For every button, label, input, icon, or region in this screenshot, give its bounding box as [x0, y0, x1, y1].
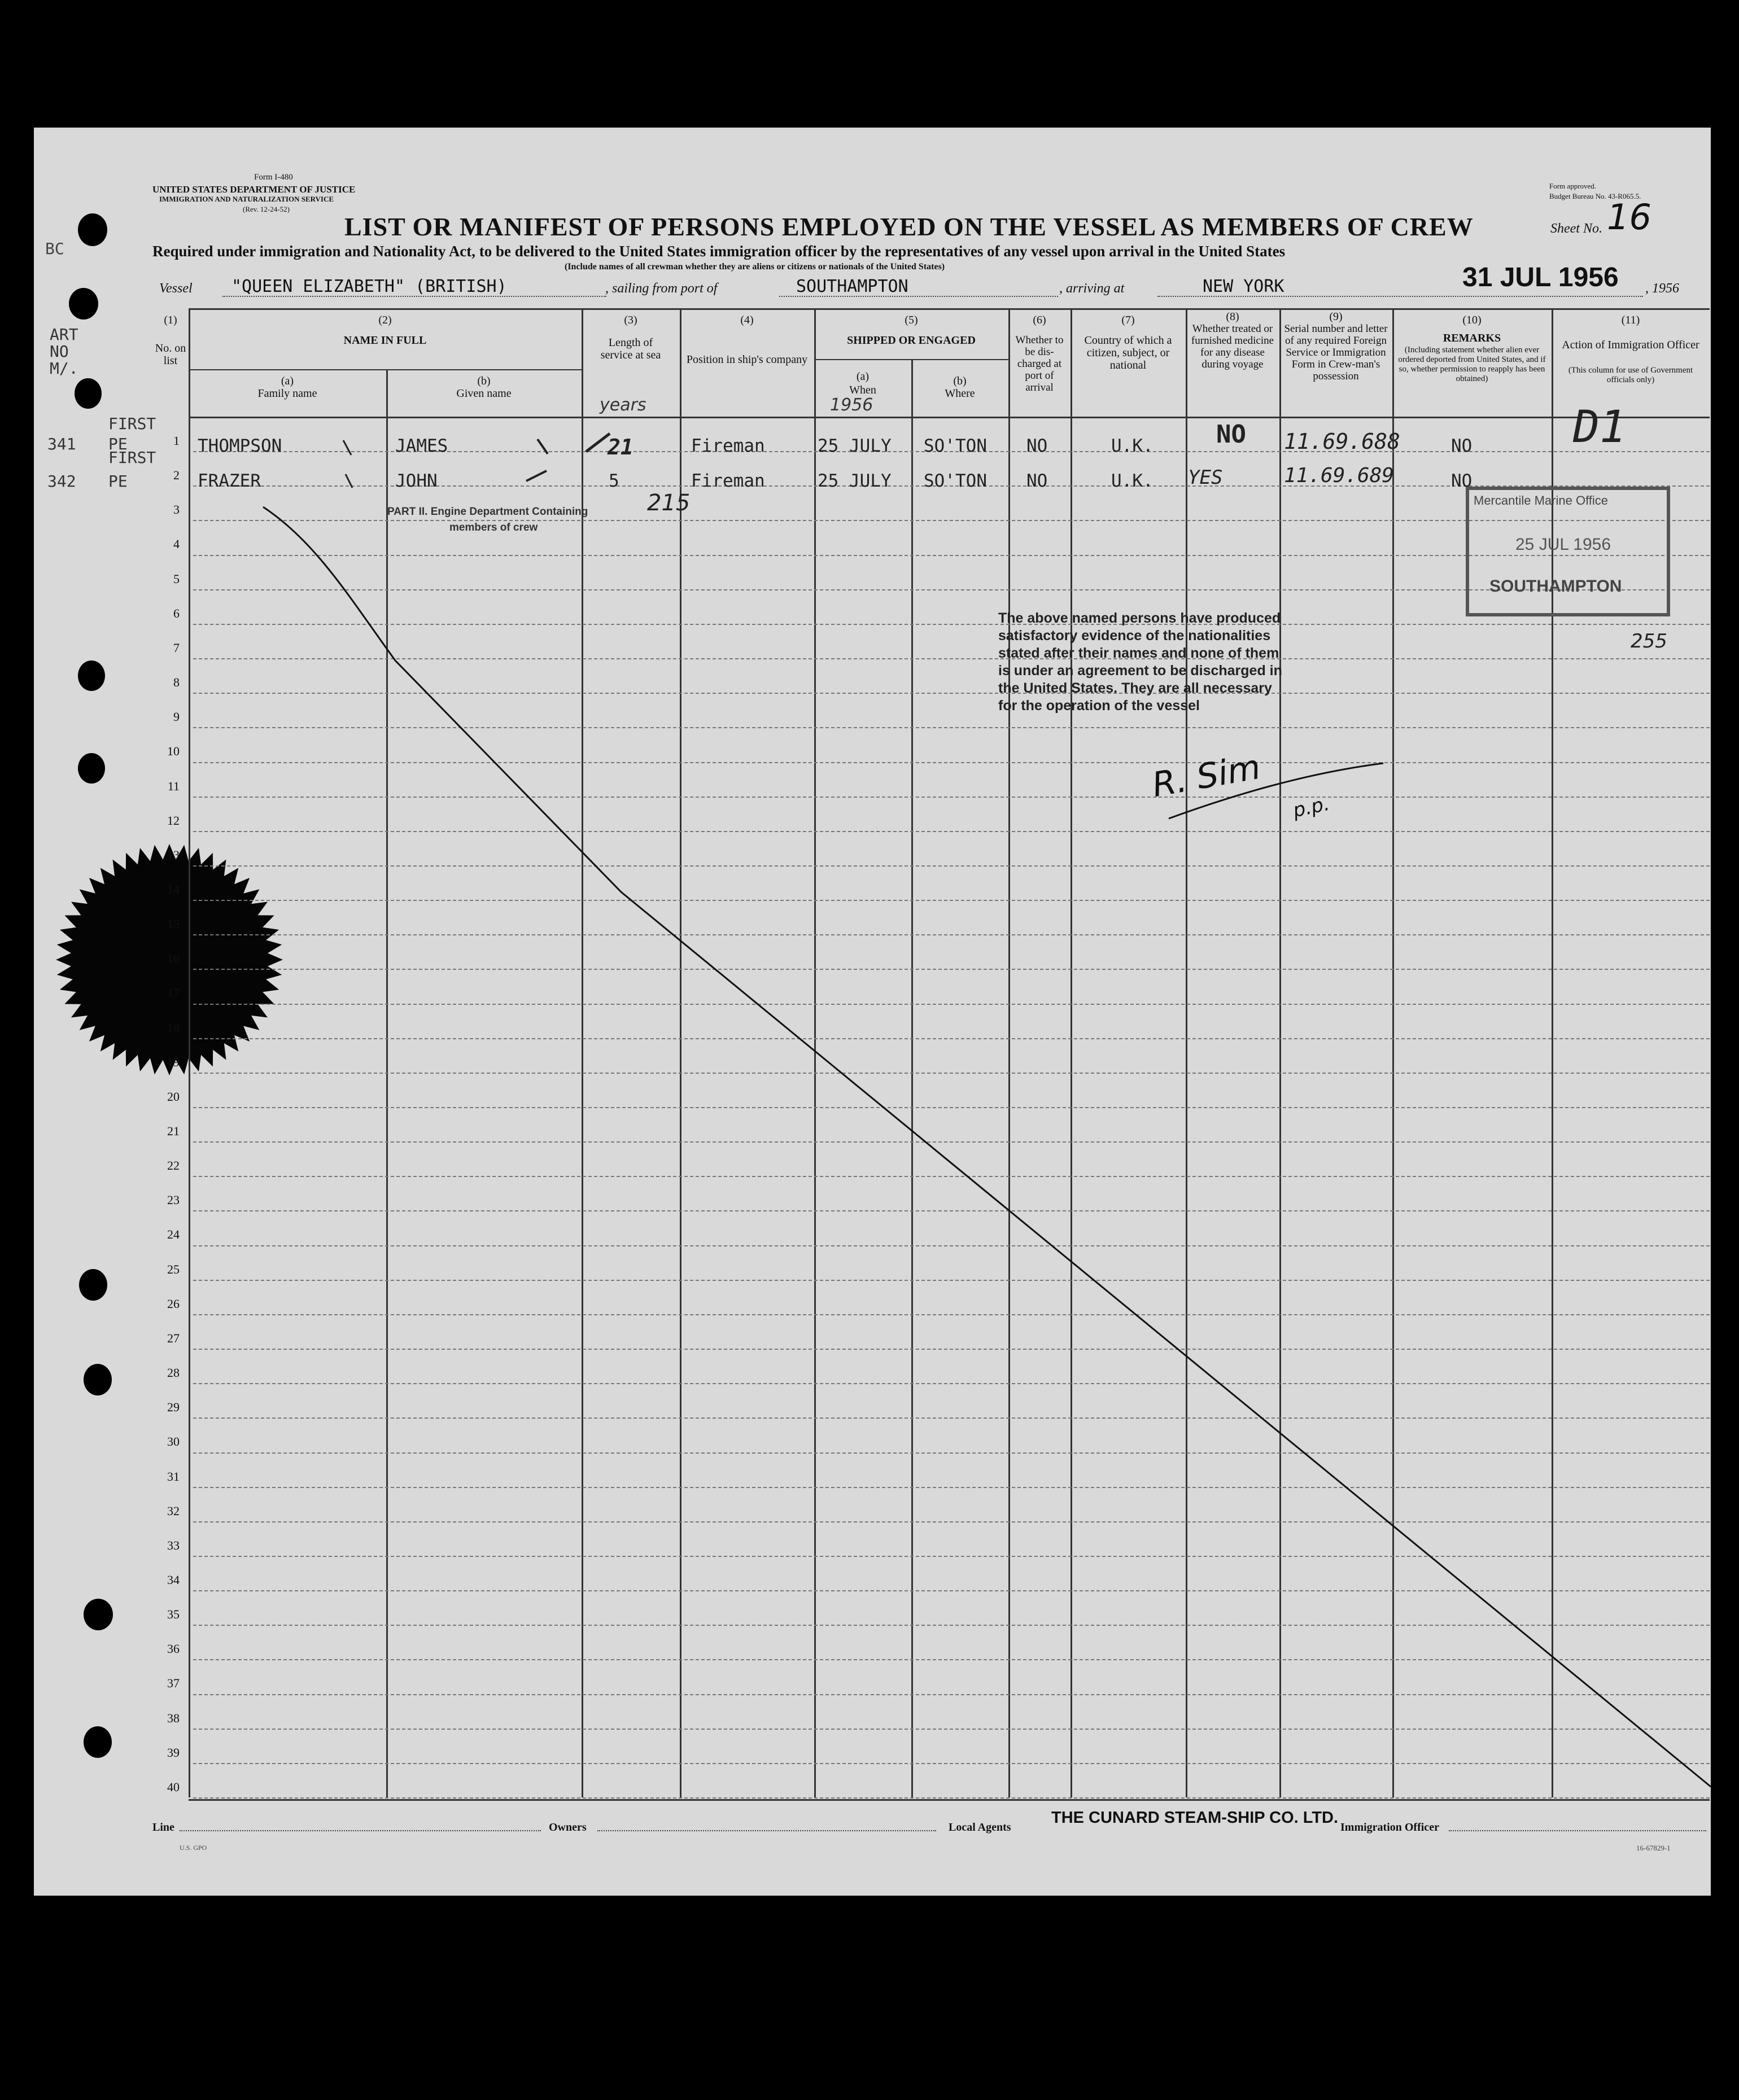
- row-number: 31: [167, 1469, 180, 1484]
- row-number: 34: [167, 1573, 180, 1587]
- immigration-action: D1: [1573, 402, 1626, 453]
- col-shipped-label: SHIPPED OR ENGAGED: [847, 334, 976, 347]
- col-shipped-number: (5): [905, 314, 918, 326]
- row-number: 27: [167, 1331, 180, 1345]
- position: Fireman: [691, 471, 765, 491]
- arriving-label: , arriving at: [1059, 281, 1125, 296]
- department-name: UNITED STATES DEPARTMENT OF JUSTICE: [152, 184, 356, 195]
- row-number: 21: [167, 1124, 180, 1138]
- col-family-label: Family name: [257, 387, 317, 400]
- margin-art-number: 342: [47, 472, 76, 491]
- signature-suffix: p.p.: [1291, 792, 1332, 823]
- row-number: 19: [167, 1055, 180, 1069]
- col-name-label: NAME IN FULL: [343, 334, 427, 347]
- col-when-label: When: [849, 384, 876, 396]
- arriving-port: NEW YORK: [1203, 277, 1284, 296]
- col-where-label: Where: [945, 387, 975, 400]
- col-treated-label: Whether treated or furnished medicine for any disease during voyage: [1191, 323, 1274, 370]
- col-where-number: (b): [953, 375, 967, 387]
- sailing-port: SOUTHAMPTON: [796, 277, 908, 296]
- col-remarks-note: (Including statement whether alien ever ordered deported from United States, and if so, whether permission to reapply has been obtained): [1398, 345, 1546, 383]
- remarks: NO: [1451, 436, 1473, 456]
- row-number: 7: [173, 641, 180, 655]
- sheet-number: 16: [1607, 196, 1651, 238]
- row-number: 6: [173, 606, 180, 620]
- col-serial-label: Serial number and letter of any required Foreign Service or Immigration Form in Crew-man's possession: [1284, 323, 1388, 382]
- form-number: Form I-480: [254, 173, 293, 182]
- part-stamp-line1: PART II. Engine Department Containing: [387, 506, 588, 518]
- col-position-number: (4): [740, 314, 754, 326]
- form-approved: Form approved.: [1549, 182, 1597, 190]
- row-number: 18: [167, 1021, 180, 1035]
- row-number: 26: [167, 1297, 180, 1311]
- col-given-label: Given name: [456, 387, 512, 400]
- declaration-stamp: The above named persons have produced satisfactory evidence of the nationalities stated after their names and none of them is under an agreement to be discharged in the United States. They are all necessary for the operation of the vessel: [998, 610, 1282, 714]
- part-stamp-line2: members of crew: [449, 522, 538, 533]
- col-position-label: Position in ship's company: [686, 353, 808, 366]
- row-number: 30: [167, 1434, 180, 1449]
- row-number: 17: [167, 986, 180, 1000]
- col-country-number: (7): [1121, 314, 1135, 326]
- row-number: 14: [167, 882, 180, 896]
- row-number: 28: [167, 1366, 180, 1380]
- col-service-label: Length of service at sea: [600, 336, 661, 361]
- footer-code-left: U.S. GPO: [180, 1844, 207, 1852]
- country: U.K.: [1111, 436, 1153, 456]
- family-name: THOMPSON: [198, 436, 282, 456]
- col-remarks-label: REMARKS: [1443, 332, 1501, 344]
- row-number: 20: [167, 1090, 180, 1104]
- margin-first: FIRST: [108, 448, 156, 467]
- family-name: FRAZER: [198, 471, 261, 491]
- row-number: 9: [173, 710, 180, 724]
- col-name-number: (2): [378, 314, 392, 326]
- serial-number: 11.69.689: [1284, 464, 1395, 487]
- row-number: 4: [173, 537, 180, 551]
- col-family-number: (a): [281, 375, 294, 387]
- col-action-label: Action of Immigration Officer: [1562, 339, 1699, 351]
- col-no-label: No. on list: [155, 342, 186, 367]
- col-discharged-label: Whether to be dis-charged at port of arrival: [1015, 334, 1064, 393]
- margin-code: BC: [45, 239, 64, 258]
- vessel-name: "QUEEN ELIZABETH" (BRITISH): [231, 277, 507, 296]
- margin-first: FIRST: [108, 414, 156, 433]
- row-number: 16: [167, 951, 180, 965]
- row-number: 12: [167, 813, 180, 828]
- row-number: 32: [167, 1504, 180, 1518]
- footer-agents-label: Local Agents: [949, 1821, 1011, 1834]
- col-country-label: Country of which a citizen, subject, or national: [1084, 334, 1172, 371]
- row-number: 29: [167, 1400, 180, 1414]
- position: Fireman: [691, 436, 765, 456]
- year-handwritten: 1956: [830, 395, 873, 415]
- col-given-number: (b): [477, 375, 491, 387]
- col-discharged-number: (6): [1033, 314, 1046, 326]
- treated: NO: [1216, 420, 1246, 449]
- col-action-number: (11): [1621, 314, 1640, 326]
- length-of-service: 21: [608, 435, 633, 460]
- col-serial-number: (9): [1329, 310, 1343, 323]
- serial-number: 11.69.688: [1284, 429, 1400, 454]
- year-suffix: , 1956: [1645, 281, 1679, 296]
- length-of-service: 5: [609, 471, 619, 491]
- footer-officer-label: Immigration Officer: [1340, 1821, 1439, 1834]
- given-name: JOHN: [395, 471, 438, 491]
- treated: YES: [1188, 466, 1223, 489]
- row-number: 2: [173, 468, 180, 482]
- part-stamp-count: 215: [647, 490, 691, 516]
- vessel-label: Vessel: [159, 281, 193, 296]
- budget-bureau: Budget Bureau No. 43-R065.5.: [1549, 192, 1641, 200]
- country: U.K.: [1111, 471, 1153, 491]
- row-number: 39: [167, 1745, 180, 1760]
- sheet-label: Sheet No.: [1550, 221, 1602, 236]
- service-name: IMMIGRATION AND NATURALIZATION SERVICE: [159, 195, 334, 203]
- margin-art-no: ART NO M/.: [50, 325, 78, 378]
- sailing-label: , sailing from port of: [605, 281, 718, 296]
- row-number: 22: [167, 1158, 180, 1172]
- page-title: LIST OR MANIFEST OF PERSONS EMPLOYED ON THE VESSEL AS MEMBERS OF CREW: [344, 212, 1474, 241]
- footer-owners-label: Owners: [549, 1821, 587, 1834]
- crew-count: 255: [1631, 630, 1667, 653]
- row-number: 33: [167, 1538, 180, 1552]
- row-number: 38: [167, 1711, 180, 1725]
- row-number: 10: [167, 744, 180, 758]
- footer-code-right: 16-67829-1: [1636, 1844, 1671, 1852]
- row-number: 8: [173, 675, 180, 689]
- row-number: 23: [167, 1193, 180, 1207]
- row-number: 40: [167, 1780, 180, 1794]
- row-number: 1: [173, 434, 180, 448]
- include-note: (Include names of all crewman whether they are aliens or citizens or nationals of the United States): [565, 262, 945, 272]
- row-number: 15: [167, 917, 180, 931]
- margin-art-number: 341: [47, 435, 76, 453]
- margin-pe: PE: [108, 472, 128, 491]
- arrival-date-stamp: 31 JUL 1956: [1462, 262, 1619, 292]
- col-service-number: (3): [624, 314, 637, 326]
- remarks: NO: [1451, 471, 1473, 491]
- form-subtitle: Required under immigration and Nationality Act, to be delivered to the United States immigration officer by the representatives of any vessel upon arrival in the United States: [152, 243, 1286, 260]
- mercantile-office-stamp: Mercantile Marine Office 25 JUL 1956 SOUTHAMPTON: [1466, 487, 1670, 616]
- shipped-where: SO'TON: [924, 436, 987, 456]
- margin-pe: PE: [108, 435, 128, 453]
- row-number: 37: [167, 1676, 180, 1690]
- col-when-number: (a): [856, 370, 869, 383]
- row-number: 25: [167, 1262, 180, 1276]
- shipped-where: SO'TON: [924, 471, 987, 491]
- row-number: 36: [167, 1642, 180, 1656]
- row-number: 24: [167, 1227, 180, 1241]
- form-revision: (Rev. 12-24-52): [243, 205, 290, 213]
- col-treated-number: (8): [1226, 310, 1239, 323]
- discharged: NO: [1026, 471, 1048, 491]
- signature: R. Sim: [1149, 747, 1264, 806]
- shipped-when: 25 JULY: [818, 436, 892, 456]
- row-number: 5: [173, 572, 180, 586]
- col-no-number: (1): [164, 314, 177, 326]
- footer-agents: THE CUNARD STEAM-SHIP CO. LTD.: [1051, 1809, 1339, 1827]
- footer-line-label: Line: [152, 1821, 174, 1834]
- shipped-when: 25 JULY: [818, 471, 892, 491]
- row-number: 11: [167, 779, 180, 793]
- row-number: 13: [167, 848, 180, 862]
- col-action-note: (This column for use of Government officials only): [1568, 366, 1693, 384]
- row-number: 3: [173, 502, 180, 517]
- row-number: 35: [167, 1607, 180, 1621]
- years-handwritten: years: [600, 395, 646, 415]
- given-name: JAMES: [395, 436, 448, 456]
- discharged: NO: [1026, 436, 1048, 456]
- col-remarks-number: (10): [1462, 314, 1482, 326]
